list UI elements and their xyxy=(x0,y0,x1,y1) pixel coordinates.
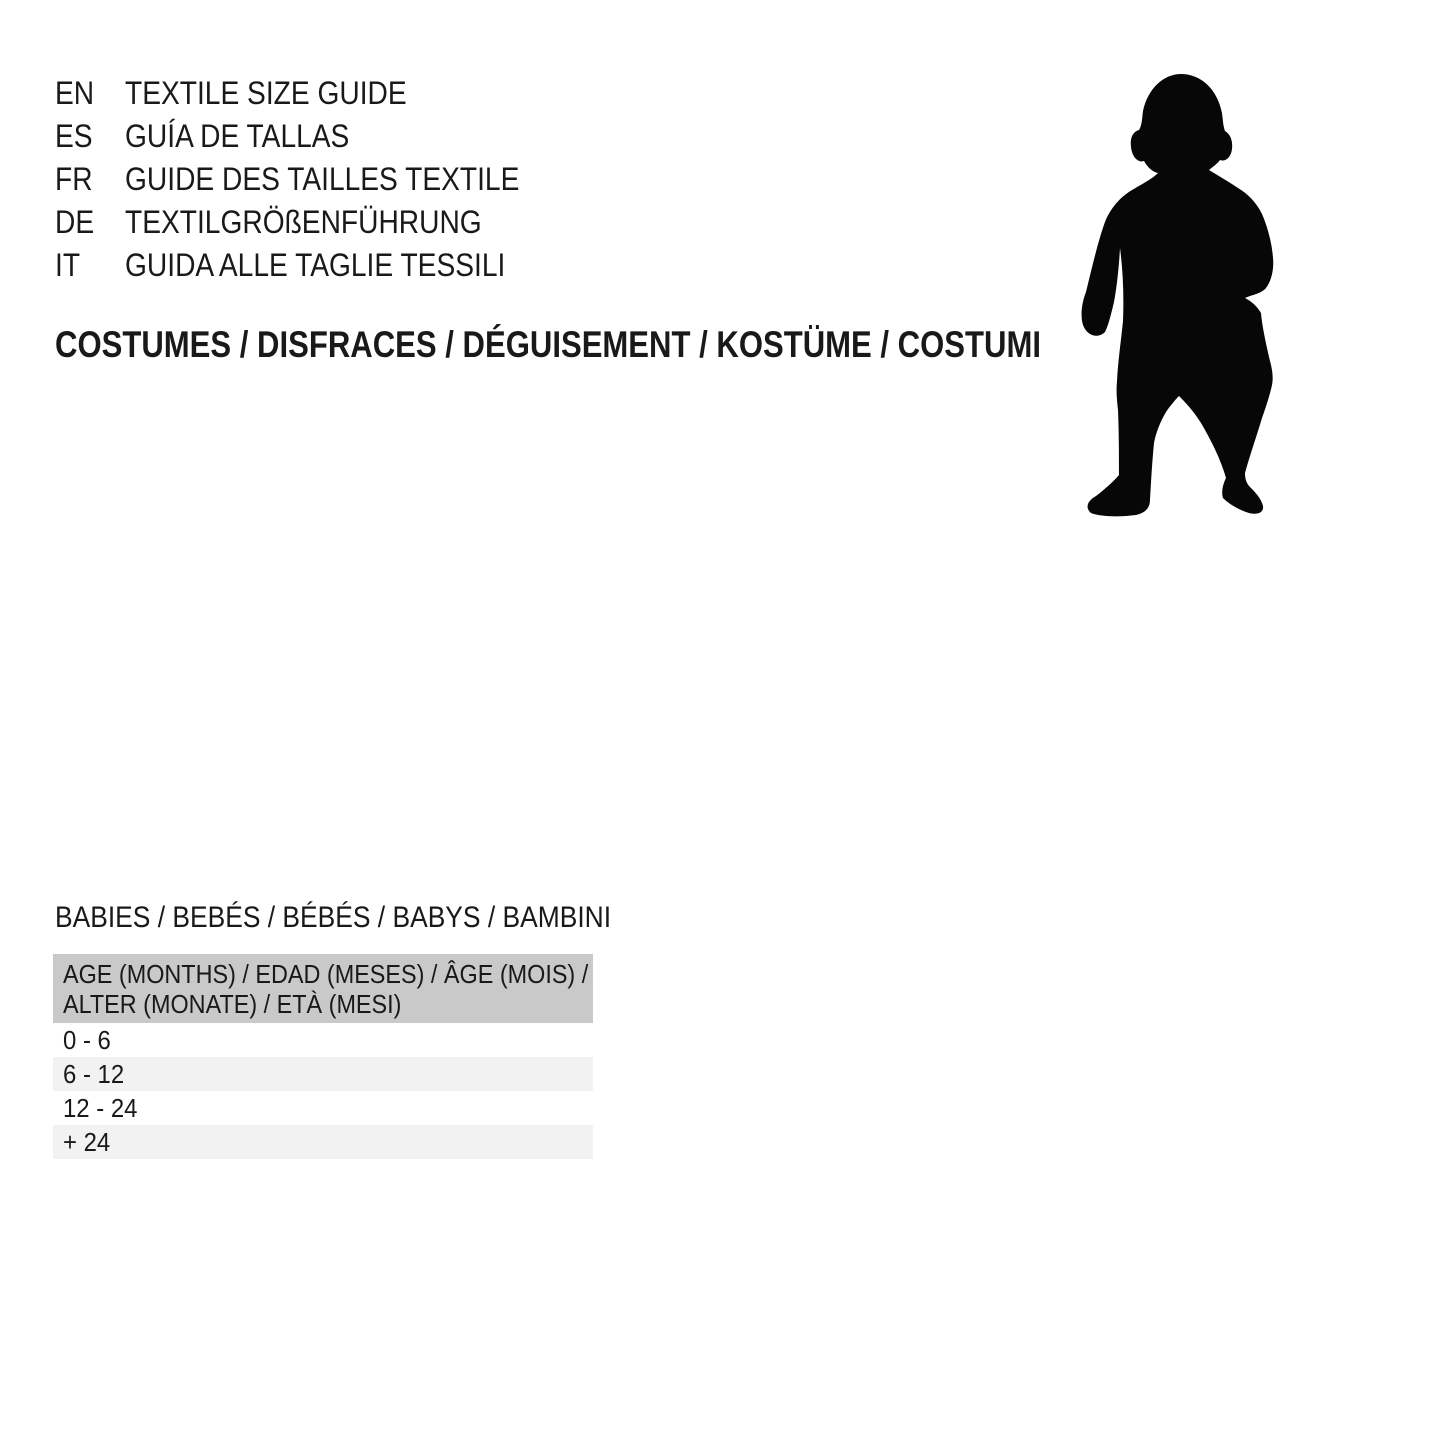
language-row-it xyxy=(55,244,573,287)
language-code: DE xyxy=(55,204,95,240)
language-code: EN xyxy=(55,75,95,111)
language-label: TEXTILGRÖßENFÜHRUNG xyxy=(125,204,482,240)
language-code: IT xyxy=(55,247,81,283)
table-row xyxy=(53,1023,593,1057)
age-table-header-line2: ALTER (MONATE) / ETÀ (MESI) xyxy=(63,989,402,1019)
toddler-silhouette-shape xyxy=(1082,74,1274,516)
age-range-value: + 24 xyxy=(63,1126,111,1157)
age-range-value: 6 - 12 xyxy=(63,1058,125,1089)
age-range-value: 12 - 24 xyxy=(63,1092,138,1123)
language-label: GUÍA DE TALLAS xyxy=(125,118,350,154)
babies-section-heading: BABIES / BEBÉS / BÉBÉS / BABYS / BAMBINI xyxy=(55,901,612,934)
table-row xyxy=(53,1091,593,1125)
language-label: GUIDA ALLE TAGLIE TESSILI xyxy=(125,247,506,283)
language-row-es xyxy=(55,115,573,158)
language-code: FR xyxy=(55,161,93,197)
age-range-value: 0 - 6 xyxy=(63,1024,111,1055)
age-size-table xyxy=(53,954,593,1159)
age-table-header xyxy=(53,954,593,1023)
language-label: TEXTILE SIZE GUIDE xyxy=(125,75,407,111)
language-row-fr xyxy=(55,158,573,201)
table-row xyxy=(53,1057,593,1091)
category-heading: COSTUMES / DISFRACES / DÉGUISEMENT / KOSTÜME / COSTUMI xyxy=(55,324,1041,365)
language-code: ES xyxy=(55,118,93,154)
language-row-de xyxy=(55,201,573,244)
age-table-header-line1: AGE (MONTHS) / EDAD (MESES) / ÂGE (MOIS) / xyxy=(63,959,589,989)
language-label: GUIDE DES TAILLES TEXTILE xyxy=(125,161,520,197)
language-row-en xyxy=(55,72,573,115)
language-guide-list xyxy=(55,72,573,287)
toddler-silhouette-illustration xyxy=(1071,66,1283,524)
table-row xyxy=(53,1125,593,1159)
